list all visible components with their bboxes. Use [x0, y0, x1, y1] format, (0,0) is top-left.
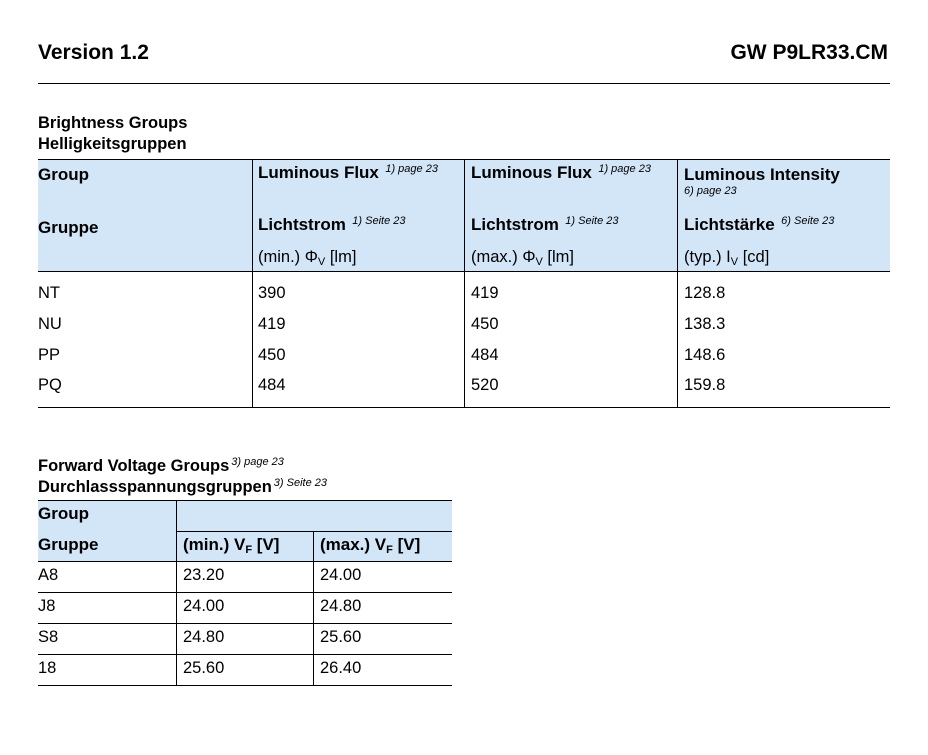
table-cell: 25.60: [183, 659, 225, 677]
version-label: Version 1.2: [38, 41, 149, 64]
table-cell: S8: [38, 628, 59, 646]
voltage-title-en: Forward Voltage Groups $^{3) page 23}$: [38, 456, 284, 475]
table-cell: 148.6: [684, 346, 726, 364]
table-cell: NT: [38, 284, 60, 302]
table-cell: 24.80: [183, 628, 225, 646]
column-divider: [313, 531, 314, 686]
voltage-header-group-en: Group: [38, 504, 89, 523]
header-group-de: Gruppe: [38, 218, 99, 237]
column-divider: [252, 159, 253, 408]
table-cell: 24.00: [183, 597, 225, 615]
brightness-title-de: Helligkeitsgruppen: [38, 135, 187, 153]
table-cell: 26.40: [320, 659, 362, 677]
table-cell: 484: [471, 346, 499, 364]
table-cell: 24.00: [320, 566, 362, 584]
table-cell: 419: [471, 284, 499, 302]
part-number: GW P9LR33.CM: [730, 41, 888, 64]
table-cell: 419: [258, 315, 286, 333]
header-group-en: Group: [38, 165, 89, 184]
table-cell: PQ: [38, 376, 62, 394]
header-flux-max-unit: (max.) $\Phi_V$ [lm]: [471, 248, 575, 268]
voltage-title-de: Durchlassspannungsgruppen $^{3) Seite 23}$: [38, 477, 327, 496]
voltage-header-group-de: Gruppe: [38, 535, 99, 554]
header-intensity-unit: (typ.) $I_V$ [cd]: [684, 248, 770, 268]
table-cell: 25.60: [320, 628, 362, 646]
table-cell: 390: [258, 284, 286, 302]
row-divider: [176, 531, 452, 532]
header-flux-min-de: Lichtstrom $^{1) Seite 23}$: [258, 215, 406, 234]
table-bottom-rule: [38, 407, 890, 408]
row-divider: [38, 623, 452, 624]
column-divider: [464, 159, 465, 408]
column-divider: [677, 159, 678, 408]
row-divider: [38, 685, 452, 686]
header-flux-min: Luminous Flux $^{1) page 23}$: [258, 163, 438, 182]
table-cell: A8: [38, 566, 59, 584]
table-cell: 484: [258, 376, 286, 394]
table-cell: 450: [471, 315, 499, 333]
table-cell: 450: [258, 346, 286, 364]
table-cell: 159.8: [684, 376, 726, 394]
brightness-title-en: Brightness Groups: [38, 114, 188, 132]
table-cell: 24.80: [320, 597, 362, 615]
brightness-table: [38, 159, 890, 409]
header-intensity-ref: 6) page 23: [684, 185, 737, 197]
header-flux-max-de: Lichtstrom $^{1) Seite 23}$: [471, 215, 619, 234]
table-cell: 138.3: [684, 315, 726, 333]
voltage-header-max: (max.) $V_F$ [V]: [320, 535, 421, 556]
row-divider: [38, 592, 452, 593]
table-cell: NU: [38, 315, 62, 333]
row-divider: [38, 561, 452, 562]
table-cell: 23.20: [183, 566, 225, 584]
table-cell: PP: [38, 346, 61, 364]
voltage-header-min: (min.) $V_F$ [V]: [183, 535, 280, 556]
column-divider: [176, 500, 177, 686]
row-divider: [38, 654, 452, 655]
table-cell: J8: [38, 597, 56, 615]
header-intensity: Luminous Intensity: [684, 165, 840, 184]
header-flux-max: Luminous Flux $^{1) page 23}$: [471, 163, 651, 182]
table-cell: 520: [471, 376, 499, 394]
header-flux-min-unit: (min.) $\Phi_V$ [lm]: [258, 248, 357, 268]
header-divider: [38, 83, 890, 84]
voltage-table: [38, 500, 452, 686]
table-cell: 18: [38, 659, 57, 677]
header-intensity-de: Lichtstärke $^{6) Seite 23}$: [684, 215, 835, 234]
table-cell: 128.8: [684, 284, 726, 302]
